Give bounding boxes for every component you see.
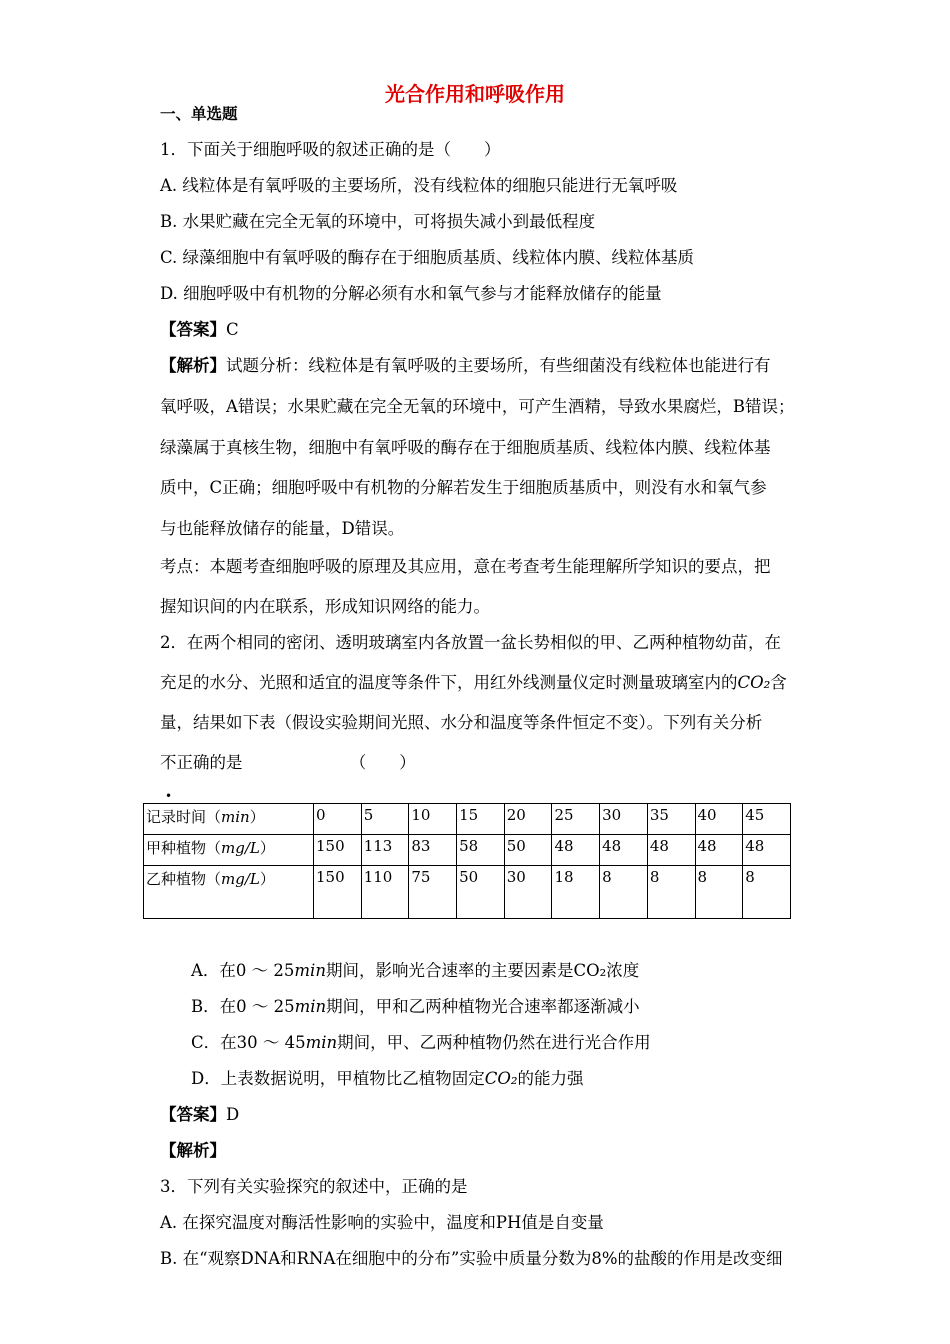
table-cell: 150 (314, 835, 362, 866)
table-cell: 30 (504, 866, 552, 919)
answer-label: 【答案】 (160, 320, 226, 339)
table-row (144, 866, 791, 919)
q1-analysis-line: 绿藻属于真核生物，细胞中有氧呼吸的酶存在于细胞质基质、线粒体内膜、线粒体基 (160, 438, 771, 457)
analysis-text: 试题分析：线粒体是有氧呼吸的主要场所，有些细菌没有线粒体也能进行有 (226, 356, 771, 375)
q3-stem: 3．下列有关实验探究的叙述中，正确的是 (160, 1177, 468, 1196)
table-cell: 50 (457, 866, 505, 919)
table-cell: 35 (647, 804, 695, 835)
table-cell: 113 (361, 835, 409, 866)
q1-analysis-line: 氧呼吸，A错误；水果贮藏在完全无氧的环境中，可产生酒精，导致水果腐烂，B错误； (160, 397, 795, 416)
q3-option-b: B. 在“观察DNA和RNA在细胞中的分布”实验中质量分数为8%的盐酸的作用是改变细 (160, 1249, 783, 1268)
analysis-label: 【解析】 (160, 356, 226, 375)
table-cell: 10 (409, 804, 457, 835)
table-cell: 8 (695, 866, 743, 919)
table-cell: 20 (504, 804, 552, 835)
co2-formula: CO₂ (737, 673, 771, 692)
q2-stem-line: 不正确的是 （ ） (160, 753, 416, 772)
table-cell: 150 (314, 866, 362, 919)
table-cell: 40 (695, 804, 743, 835)
q2-option-b: B．在0 ～ 25min期间，甲和乙两种植物光合速率都逐渐减小 (191, 997, 640, 1016)
q1-option-c: C. 绿藻细胞中有氧呼吸的酶存在于细胞质基质、线粒体内膜、线粒体基质 (160, 248, 695, 267)
section-heading: 一、单选题 (160, 105, 238, 123)
table-cell: 75 (409, 866, 457, 919)
table-header-cell: 甲种植物（mg/L） (144, 835, 314, 866)
table-cell: 8 (743, 866, 791, 919)
table-header-cell: 记录时间（min） (144, 804, 314, 835)
q2-answer (160, 1104, 239, 1125)
q1-point-line: 考点：本题考查细胞呼吸的原理及其应用，意在考查考生能理解所学知识的要点，把 (160, 557, 771, 576)
q2-option-a: A．在0 ～ 25min期间，影响光合速率的主要因素是CO₂浓度 (191, 961, 640, 980)
q1-point-line: 握知识间的内在联系，形成知识网络的能力。 (160, 597, 490, 616)
q1-analysis-line (160, 355, 771, 376)
q2-analysis (160, 1140, 226, 1161)
table-cell: 5 (361, 804, 409, 835)
answer-value: D (226, 1105, 240, 1124)
q1-option-b: B. 水果贮藏在完全无氧的环境中，可将损失减小到最低程度 (160, 212, 596, 231)
table-cell: 48 (695, 835, 743, 866)
q3-option-a: A. 在探究温度对酶活性影响的实验中，温度和PH值是自变量 (160, 1213, 604, 1232)
table-cell: 58 (457, 835, 505, 866)
table-cell: 25 (552, 804, 600, 835)
table-row (144, 835, 791, 866)
table-cell: 45 (743, 804, 791, 835)
analysis-label: 【解析】 (160, 1141, 226, 1160)
table-cell: 48 (647, 835, 695, 866)
page-title: 光合作用和呼吸作用 (385, 82, 565, 106)
table-cell: 50 (504, 835, 552, 866)
q2-stem-line: 2．在两个相同的密闭、透明玻璃室内各放置一盆长势相似的甲、乙两种植物幼苗，在 (160, 633, 781, 652)
q1-option-a: A. 线粒体是有氧呼吸的主要场所，没有线粒体的细胞只能进行无氧呼吸 (160, 176, 678, 195)
table-header-cell: 乙种植物（mg/L） (144, 866, 314, 919)
table-cell: 30 (600, 804, 648, 835)
table-row (144, 804, 791, 835)
table-cell: 83 (409, 835, 457, 866)
q2-stem-line (160, 672, 787, 693)
table-cell: 48 (600, 835, 648, 866)
table-cell: 48 (743, 835, 791, 866)
q2-stem-line: 量，结果如下表（假设实验期间光照、水分和温度等条件恒定不变）。下列有关分析 (160, 713, 763, 732)
table-cell: 15 (457, 804, 505, 835)
q2-option-c: C．在30 ～ 45min期间，甲、乙两种植物仍然在进行光合作用 (191, 1033, 651, 1052)
q1-option-d: D. 细胞呼吸中有机物的分解必须有水和氧气参与才能释放储存的能量 (160, 284, 662, 303)
q2-stem-text: 充足的水分、光照和适宜的温度等条件下，用红外线测量仪定时测量玻璃室内的 (160, 673, 738, 692)
q1-stem: 1．下面关于细胞呼吸的叙述正确的是（ ） (160, 140, 501, 159)
q2-option-d: D．上表数据说明，甲植物比乙植物固定CO₂的能力强 (191, 1069, 584, 1088)
data-table (143, 803, 791, 919)
answer-value: C (226, 320, 239, 339)
q1-analysis-line: 质中，C正确；细胞呼吸中有机物的分解若发生于细胞质基质中，则没有水和氧气参 (160, 478, 767, 497)
table-cell: 0 (314, 804, 362, 835)
answer-label: 【答案】 (160, 1105, 226, 1124)
table-cell: 110 (361, 866, 409, 919)
q2-stem-text: 含 (770, 673, 787, 692)
q1-answer (160, 319, 239, 340)
table-cell: 8 (647, 866, 695, 919)
q1-analysis-line: 与也能释放储存的能量，D错误。 (160, 519, 405, 538)
table-cell: 18 (552, 866, 600, 919)
emphasis-dot: • (165, 789, 173, 803)
table-cell: 48 (552, 835, 600, 866)
table-cell: 8 (600, 866, 648, 919)
